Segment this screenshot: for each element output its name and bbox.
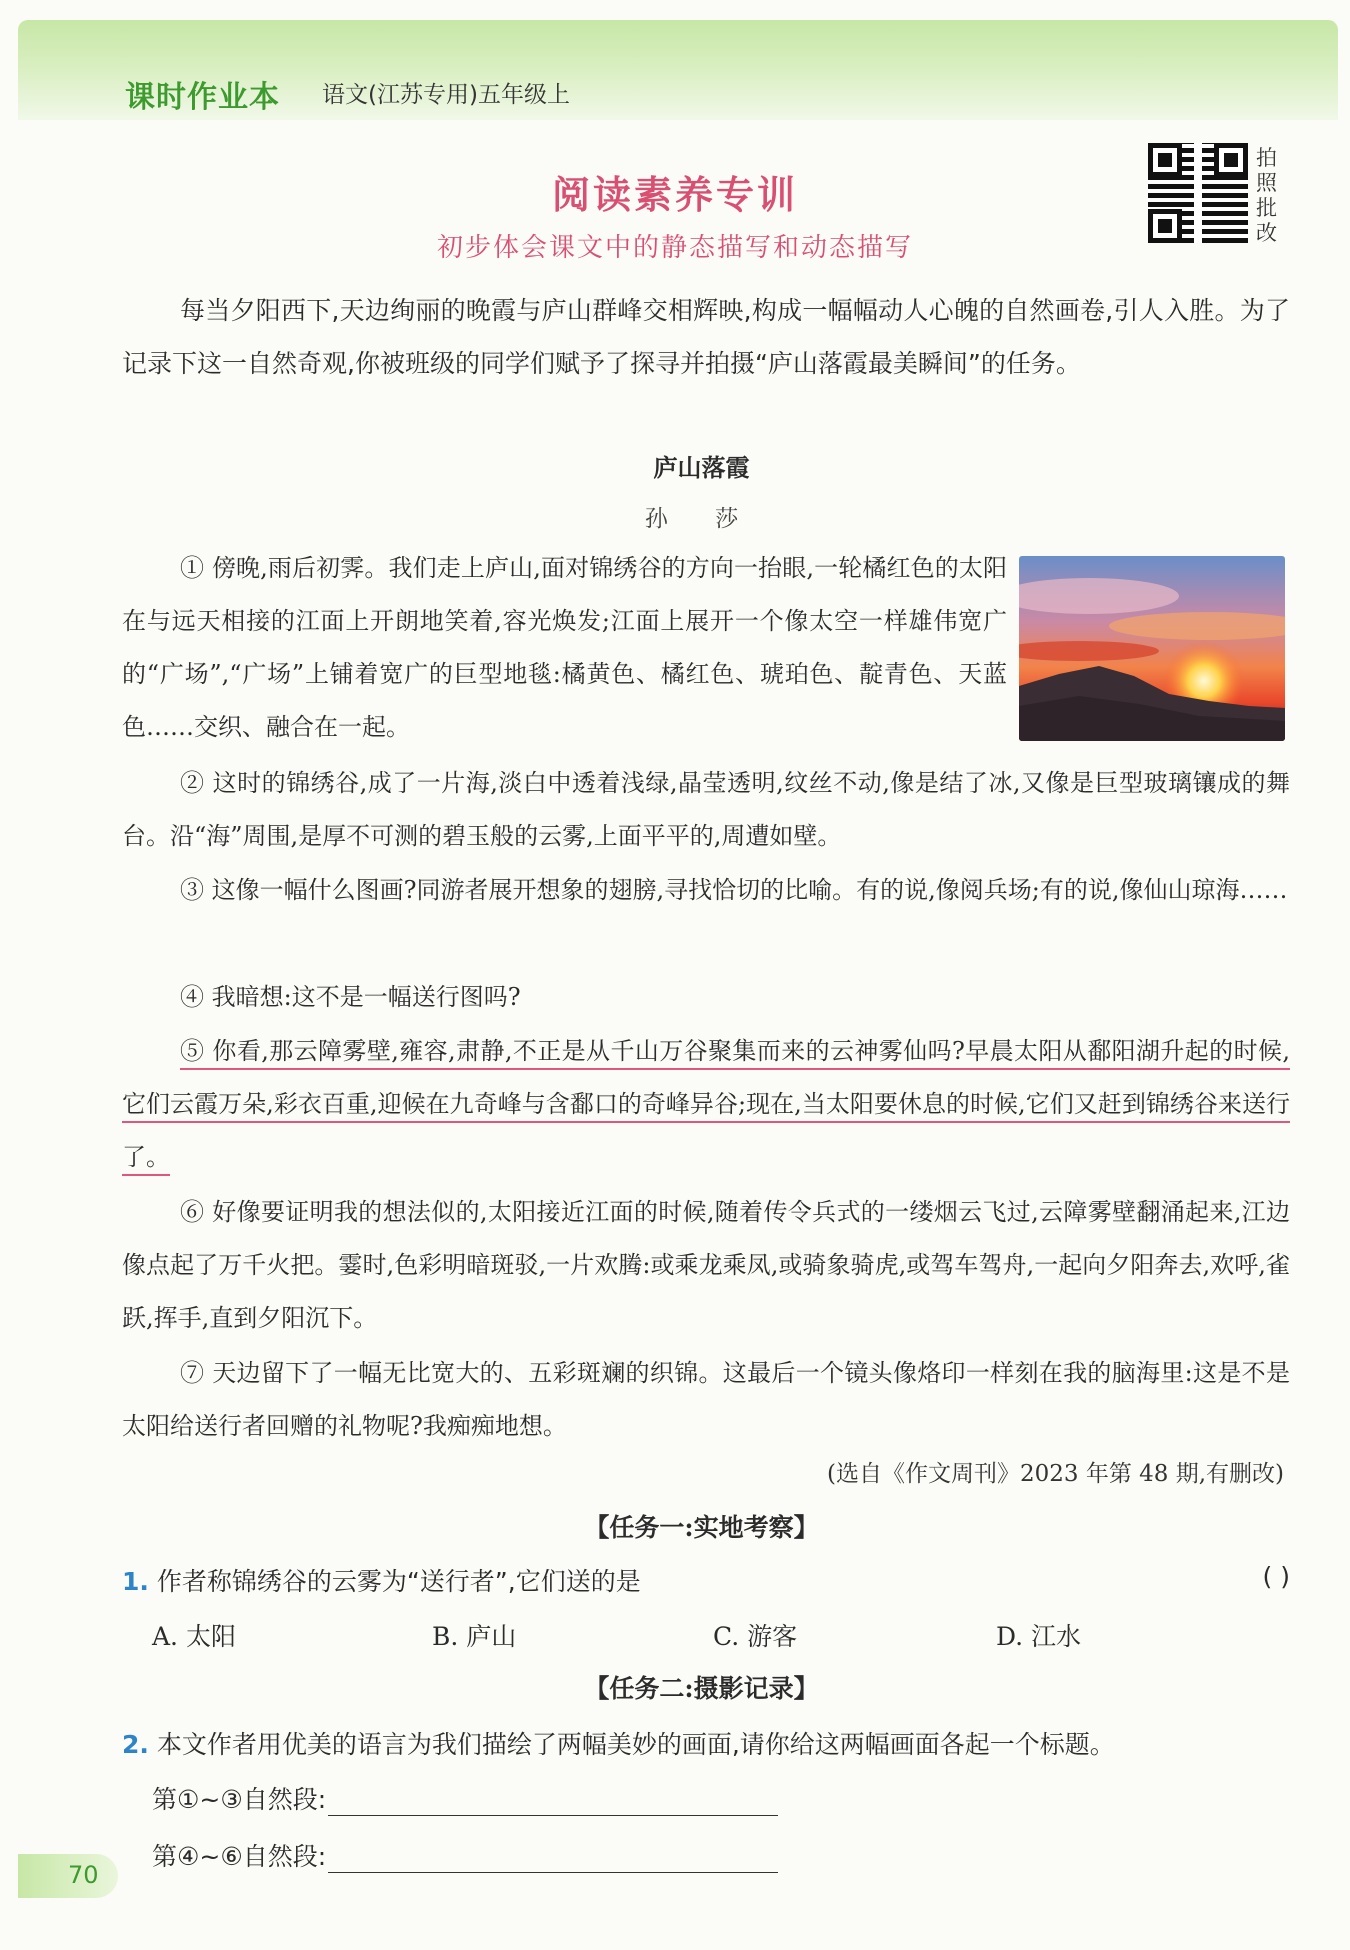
fill-in-1-label: 第①~③自然段: xyxy=(152,1785,327,1814)
question-1-number: 1. xyxy=(122,1567,149,1596)
book-subject: 语文(江苏专用)五年级上 xyxy=(322,82,570,108)
book-brand: 课时作业本 xyxy=(125,80,280,115)
question-2-number: 2. xyxy=(122,1730,149,1759)
option-c[interactable]: C. 游客 xyxy=(713,1622,798,1651)
question-2-text: 本文作者用优美的语言为我们描绘了两幅美妙的画面,请你给这两幅画面各起一个标题。 xyxy=(156,1730,1115,1759)
paragraph-1: ① 傍晚,雨后初霁。我们走上庐山,面对锦绣谷的方向一抬眼,一轮橘红色的太阳在与远天相接的江面上开朗地笑着,容光焕发;江面上展开一个像太空一样雄伟宽广的“广场”,“广场”上铺着宽广的巨型地毯:橘黄色、橘红色、琥珀色、靛青色、天蓝色……交织、融合在一起。 xyxy=(122,554,1007,741)
fill-in-2-label: 第④~⑥自然段: xyxy=(152,1842,327,1871)
article-author: 孙 莎 xyxy=(644,506,759,532)
intro-paragraph: 每当夕阳西下,天边绚丽的晚霞与庐山群峰交相辉映,构成一幅幅动人心魄的自然画卷,引人入胜。为了记录下这一自然奇观,你被班级的同学们赋予了探寻并拍摄“庐山落霞最美瞬间”的任务。 xyxy=(122,296,1290,378)
page-subtitle: 初步体会课文中的静态描写和动态描写 xyxy=(436,233,913,263)
question-1 xyxy=(122,1562,1290,1598)
paragraph-4: ④ 我暗想:这不是一幅送行图吗? xyxy=(180,983,521,1011)
answer-line-1[interactable] xyxy=(328,1787,778,1816)
option-a[interactable]: A. 太阳 xyxy=(152,1622,236,1651)
answer-line-2[interactable] xyxy=(328,1844,778,1873)
page-number: 70 xyxy=(68,1861,99,1889)
fill-in-1 xyxy=(152,1780,778,1816)
question-1-text: 作者称锦绣谷的云雾为“送行者”,它们送的是 xyxy=(156,1567,641,1596)
paragraph-6: ⑥ 好像要证明我的想法似的,太阳接近江面的时候,随着传令兵式的一缕烟云飞过,云障雾壁翻涌起来,江边像点起了万千火把。霎时,色彩明暗斑驳,一片欢腾:或乘龙乘凤,或骑象骑虎,或驾车驾舟,一起向夕阳奔去,欢呼,雀跃,挥手,直到夕阳沉下。 xyxy=(122,1198,1290,1332)
paragraph-3: ③ 这像一幅什么图画?同游者展开想象的翅膀,寻找恰切的比喻。有的说,像阅兵场;有的说,像仙山琼海…… xyxy=(180,876,1288,904)
task-2-heading: 【任务二:摄影记录】 xyxy=(584,1674,819,1703)
option-d[interactable]: D. 江水 xyxy=(996,1622,1082,1651)
paragraph-7: ⑦ 天边留下了一幅无比宽大的、五彩斑斓的织锦。这最后一个镜头像烙印一样刻在我的脑海里:这是不是太阳给送行者回赠的礼物呢?我痴痴地想。 xyxy=(122,1359,1290,1440)
page-title: 阅读素养专训 xyxy=(551,173,798,217)
article-title: 庐山落霞 xyxy=(653,454,750,482)
task-1-heading: 【任务一:实地考察】 xyxy=(584,1513,819,1542)
answer-bracket[interactable]: ( ) xyxy=(1262,1562,1290,1591)
qr-label: 拍照批改 xyxy=(1256,146,1277,245)
paragraph-5 xyxy=(122,1025,1290,1184)
paragraph-2: ② 这时的锦绣谷,成了一片海,淡白中透着浅绿,晶莹透明,纹丝不动,像是结了冰,又像是巨型玻璃镶成的舞台。沿“海”周围,是厚不可测的碧玉般的云雾,上面平平的,周遭如壁。 xyxy=(122,769,1290,850)
underlined-text: ⑤ 你看,那云障雾壁,雍容,肃静,不正是从千山万谷聚集而来的云神雾仙吗?早晨太阳从鄱阳湖升起的时候,它们云霞万朵,彩衣百重,迎候在九奇峰与含鄱口的奇峰异谷;现在,当太阳要休息的时候,它们又赶到锦绣谷来送行了。 xyxy=(122,1037,1290,1176)
fill-in-2 xyxy=(152,1837,778,1873)
article-source: (选自《作文周刊》2023 年第 48 期,有删改) xyxy=(827,1461,1284,1487)
question-2 xyxy=(122,1725,1290,1761)
sunset-photo xyxy=(1019,556,1285,741)
option-b[interactable]: B. 庐山 xyxy=(432,1622,517,1651)
